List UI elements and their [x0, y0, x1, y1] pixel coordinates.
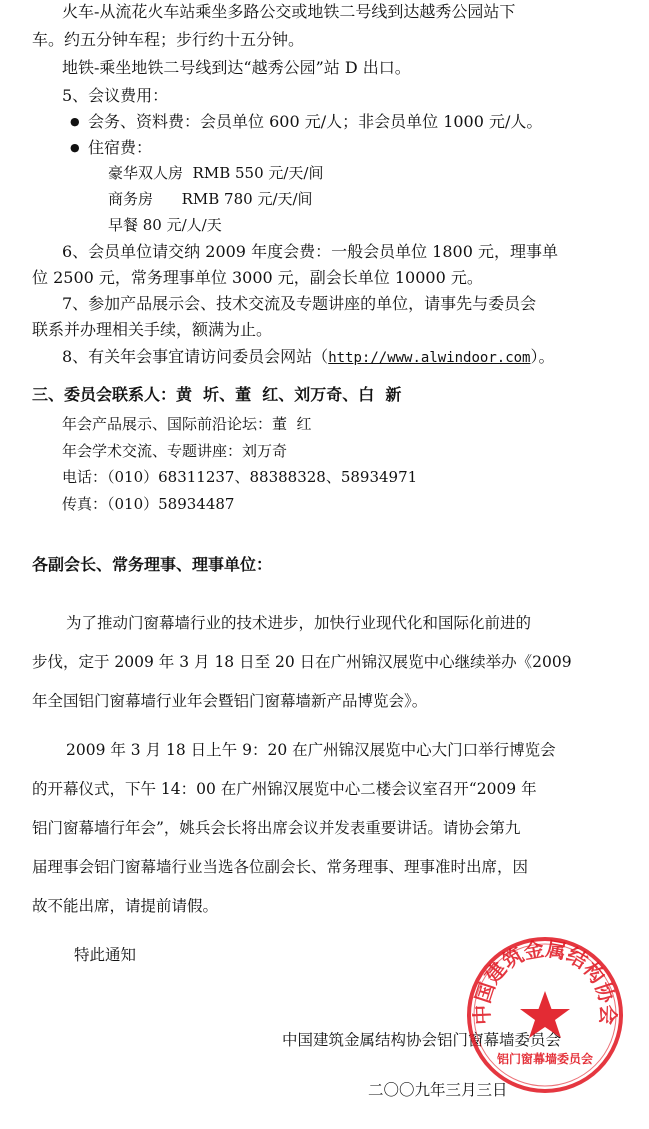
official-seal	[465, 935, 625, 1095]
train-route-line-2: 车。约五分钟车程；步行约十五分钟。	[32, 30, 305, 49]
para2-line4: 届理事会铝门窗幕墙行业当选各位副会长、常务理事、理事准时出席，因	[32, 858, 529, 876]
para2-line1: 2009 年 3 月 18 日上午 9：20 在广州锦汉展览中心大门口举行博览会	[66, 741, 556, 759]
item8-suffix: ）。	[530, 347, 555, 366]
train-route-line-1: 火车-从流花火车站乘坐多路公交或地铁二号线到达越秀公园站下	[62, 2, 516, 21]
breakfast: 早餐 80 元/人/天	[108, 216, 222, 234]
room-deluxe: 豪华双人房 RMB 550 元/天/间	[108, 164, 324, 182]
website-link[interactable]: http://www.alwindoor.com	[328, 350, 531, 366]
contacts-heading: 三、委员会联系人：黄 圻、董 红、刘万奇、白 新	[32, 385, 402, 404]
signature-date: 二〇〇九年三月三日	[368, 1081, 508, 1099]
metro-route-line: 地铁-乘坐地铁二号线到达“越秀公园”站 D 出口。	[62, 58, 411, 77]
lodging-fee-bullet: ● 住宿费：	[88, 138, 152, 158]
closing-text: 特此通知	[74, 946, 137, 964]
item7-line2: 联系并办理相关手续，额满为止。	[32, 320, 273, 339]
para2-line5: 故不能出席，请提前请假。	[32, 897, 219, 915]
contact-academic: 年会学术交流、专题讲座：刘万奇	[62, 442, 288, 460]
seal-star-icon	[520, 991, 570, 1038]
para2-line3: 铝门窗幕墙行年会”，姚兵会长将出席会议并发表重要讲话。请协会第九	[32, 819, 521, 837]
para1-line2: 步伐，定于 2009 年 3 月 18 日至 20 日在广州锦汉展览中心继续举办《2009	[32, 653, 572, 671]
item8-prefix: 8、有关年会事宜请访问委员会网站（	[62, 347, 329, 366]
contact-fax: 传真：（010）58934487	[62, 495, 235, 513]
fees-heading: 5、会议费用：	[62, 86, 169, 105]
signature-org: 中国建筑金属结构协会铝门窗幕墙委员会	[282, 1031, 562, 1049]
item6-line1: 6、会员单位请交纳 2009 年度会费：一般会员单位 1800 元，理事单	[62, 242, 558, 261]
item6-line2: 位 2500 元，常务理事单位 3000 元，副会长单位 10000 元。	[32, 268, 483, 287]
meeting-fee-bullet: ● 会务、资料费：会员单位 600 元/人；非会员单位 1000 元/人。	[88, 112, 542, 132]
para1-line1: 为了推动门窗幕墙行业的技术进步，加快行业现代化和国际化前进的	[66, 614, 532, 632]
para2-line2: 的开幕仪式，下午 14：00 在广州锦汉展览中心二楼会议室召开“2009 年	[32, 780, 537, 798]
contact-expo: 年会产品展示、国际前沿论坛：董 红	[62, 415, 312, 433]
recipients-heading: 各副会长、常务理事、理事单位：	[32, 555, 273, 574]
item7-line1: 7、参加产品展示会、技术交流及专题讲座的单位，请事先与委员会	[62, 294, 537, 313]
para1-line3: 年全国铝门窗幕墙行业年会暨铝门窗幕墙新产品博览会》。	[32, 692, 428, 710]
room-business: 商务房 RMB 780 元/天/间	[108, 190, 313, 208]
item8-line	[62, 347, 555, 368]
seal-arc-text: 中国建筑金属结构协会	[469, 936, 621, 1026]
seal-bottom-text: 铝门窗幕墙委员会	[496, 1052, 594, 1066]
contact-phone: 电话：（010）68311237、88388328、58934971	[62, 468, 418, 486]
